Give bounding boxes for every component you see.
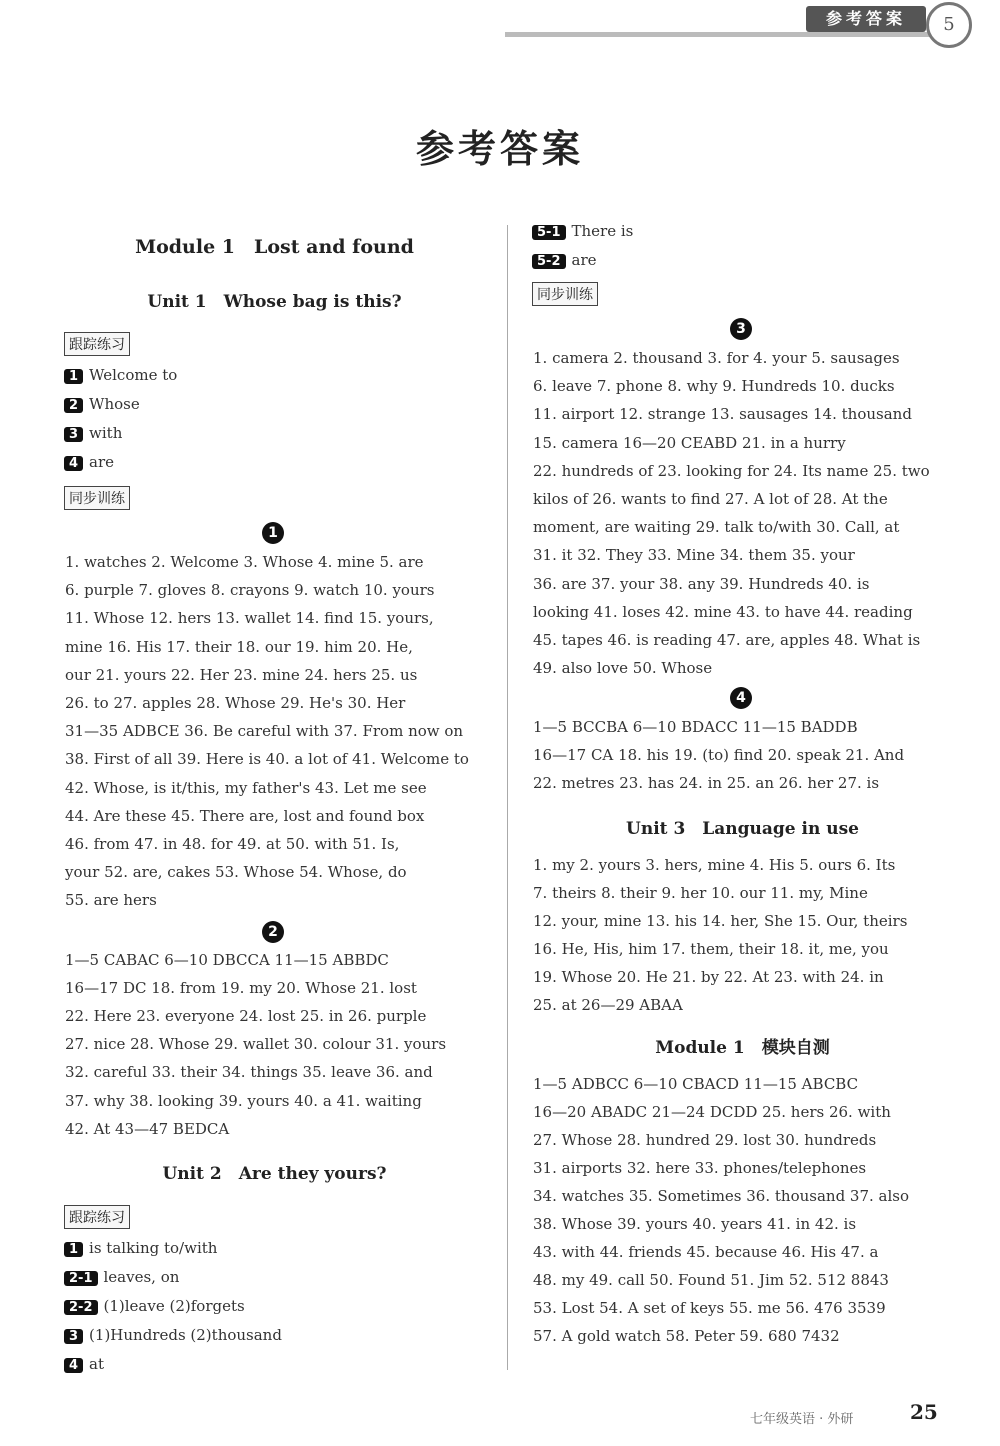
track-answer: There is xyxy=(571,222,634,240)
answer-line: looking 41. loses 42. mine 43. to have 44. reading xyxy=(533,602,913,621)
track-item xyxy=(64,424,122,442)
item-number-badge: 4 xyxy=(64,1358,83,1373)
track-answer: is talking to/with xyxy=(89,1239,218,1257)
track-item xyxy=(64,453,114,471)
track-item xyxy=(64,366,177,384)
answer-line: 34. watches 35. Sometimes 36. thousand 37. also xyxy=(533,1187,910,1205)
answer-line: 38. First of all 39. Here is 40. a lot of 41. Welcome to xyxy=(65,750,469,769)
section-3-icon: 3 xyxy=(730,318,752,340)
answer-line: 48. my 49. call 50. Found 51. Jim 52. 512 8843 xyxy=(533,1271,889,1289)
tag-track-unit2: 跟踪练习 xyxy=(64,1205,130,1229)
answer-line: 49. also love 50. Whose xyxy=(533,659,713,678)
answer-line: 12. your, mine 13. his 14. her, She 15. Our, theirs xyxy=(533,912,908,930)
answer-line: 36. are 37. your 38. any 39. Hundreds 40. is xyxy=(533,574,870,593)
item-number-badge: 5-2 xyxy=(532,254,566,269)
section-2-icon: 2 xyxy=(262,921,284,943)
answer-line: 42. At 43—47 BEDCA xyxy=(65,1119,230,1138)
answer-line: 1—5 CABAC 6—10 DBCCA 11—15 ABBDC xyxy=(65,951,389,969)
item-number-badge: 2-1 xyxy=(64,1271,98,1286)
track-item xyxy=(64,1239,217,1257)
answer-line: 42. Whose, is it/this, my father's 43. Let me see xyxy=(65,778,427,797)
answer-line: 43. with 44. friends 45. because 46. His 47. a xyxy=(533,1243,879,1261)
track-item xyxy=(64,1268,179,1286)
item-number-badge: 3 xyxy=(64,1329,83,1344)
answer-line: 25. at 26—29 ABAA xyxy=(533,996,683,1014)
answer-line: 1. watches 2. Welcome 3. Whose 4. mine 5. are xyxy=(65,553,424,571)
answer-line: 16. He, His, him 17. them, their 18. it, me, you xyxy=(533,940,889,958)
answer-line: 15. camera 16—20 CEABD 21. in a hurry xyxy=(533,433,846,452)
item-number-badge: 5-1 xyxy=(532,225,566,240)
track-item xyxy=(64,1355,104,1373)
answer-line: 37. why 38. looking 39. yours 40. a 41. waiting xyxy=(65,1091,422,1110)
answer-line: 53. Lost 54. A set of keys 55. me 56. 476 3539 xyxy=(533,1299,886,1317)
answer-line: 22. hundreds of 23. looking for 24. Its name 25. two xyxy=(533,461,930,480)
answer-line: moment, are waiting 29. talk to/with 30. Call, at xyxy=(533,518,900,537)
track-answer: Welcome to xyxy=(89,366,178,384)
item-number-badge: 2 xyxy=(64,398,83,413)
footer-text: 七年级英语 · 外研 xyxy=(750,1412,854,1427)
answer-line: 6. leave 7. phone 8. why 9. Hundreds 10. ducks xyxy=(533,377,895,396)
answer-line: 32. careful 33. their 34. things 35. leave 36. and xyxy=(65,1063,433,1082)
answer-line: 6. purple 7. gloves 8. crayons 9. watch 10. yours xyxy=(65,581,435,600)
answer-line: 1. my 2. yours 3. hers, mine 4. His 5. ours 6. Its xyxy=(533,856,896,874)
item-number-badge: 1 xyxy=(64,369,83,384)
track-answer: with xyxy=(89,424,123,442)
track-answer: Whose xyxy=(89,395,140,413)
tag-sync-unit2: 同步训练 xyxy=(532,282,598,306)
track-answer: (1)Hundreds (2)thousand xyxy=(89,1326,282,1344)
page-number: 25 xyxy=(910,1400,938,1424)
answer-line: your 52. are, cakes 53. Whose 54. Whose, do xyxy=(65,863,407,882)
answer-line: 57. A gold watch 58. Peter 59. 680 7432 xyxy=(533,1327,840,1345)
answer-line: 19. Whose 20. He 21. by 22. At 23. with 24. in xyxy=(533,968,884,986)
answer-line: 11. airport 12. strange 13. sausages 14. thousand xyxy=(533,405,912,424)
tag-sync-unit1: 同步训练 xyxy=(64,486,130,510)
answer-line: 11. Whose 12. hers 13. wallet 14. find 15. yours, xyxy=(65,609,434,628)
track-answer: are xyxy=(571,251,597,269)
answer-line: 22. metres 23. has 24. in 25. an 26. her 27. is xyxy=(533,774,880,793)
header-badge: 参考答案 xyxy=(806,6,926,32)
answer-line: 16—17 CA 18. his 19. (to) find 20. speak 21. And xyxy=(533,746,905,765)
answer-line: 55. are hers xyxy=(65,891,157,910)
track-item xyxy=(532,222,633,240)
module-test-heading: Module 1 模块自测 xyxy=(655,1038,830,1058)
header-rule xyxy=(505,32,930,37)
answer-line: 26. to 27. apples 28. Whose 29. He's 30. Her xyxy=(65,694,406,712)
answer-line: 22. Here 23. everyone 24. lost 25. in 26. purple xyxy=(65,1007,427,1026)
answer-line: 45. tapes 46. is reading 47. are, apples 48. What is xyxy=(533,631,921,649)
answer-line: 46. from 47. in 48. for 49. at 50. with 51. Is, xyxy=(65,835,400,853)
header-circle-icon: 5 xyxy=(926,2,972,48)
item-number-badge: 3 xyxy=(64,427,83,442)
answer-line: mine 16. His 17. their 18. our 19. him 20. He, xyxy=(65,637,413,656)
answer-line: 38. Whose 39. yours 40. years 41. in 42. is xyxy=(533,1215,857,1233)
section-4-icon: 4 xyxy=(730,687,752,709)
answer-line: 16—20 ABADC 21—24 DCDD 25. hers 26. with xyxy=(533,1103,891,1121)
unit3-heading: Unit 3 Language in use xyxy=(626,819,859,839)
track-answer: leaves, on xyxy=(103,1268,180,1286)
answer-line: 1—5 BCCBA 6—10 BDACC 11—15 BADDB xyxy=(533,718,858,736)
answer-line: 31. airports 32. here 33. phones/telephones xyxy=(533,1159,867,1177)
answer-line: 16—17 DC 18. from 19. my 20. Whose 21. lost xyxy=(65,979,417,998)
track-item xyxy=(64,1326,282,1344)
track-item xyxy=(532,251,597,269)
answer-line: 31. it 32. They 33. Mine 34. them 35. your xyxy=(533,546,855,565)
tag-track-unit1: 跟踪练习 xyxy=(64,332,130,356)
track-answer: are xyxy=(89,453,115,471)
track-answer: (1)leave (2)forgets xyxy=(103,1297,245,1315)
page-title: 参考答案 xyxy=(415,127,584,171)
item-number-badge: 4 xyxy=(64,456,83,471)
column-divider xyxy=(507,225,508,1370)
answer-line: 1—5 ADBCC 6—10 CBACD 11—15 ABCBC xyxy=(533,1075,859,1093)
unit1-heading: Unit 1 Whose bag is this? xyxy=(147,292,402,312)
track-answer: at xyxy=(89,1355,105,1373)
item-number-badge: 2-2 xyxy=(64,1300,98,1315)
answer-line: 27. Whose 28. hundred 29. lost 30. hundreds xyxy=(533,1131,877,1149)
section-1-icon: 1 xyxy=(262,522,284,544)
answer-line: 44. Are these 45. There are, lost and found box xyxy=(65,806,425,825)
module-heading: Module 1 Lost and found xyxy=(135,236,414,258)
item-number-badge: 1 xyxy=(64,1242,83,1257)
answer-line: our 21. yours 22. Her 23. mine 24. hers 25. us xyxy=(65,665,418,684)
answer-line: kilos of 26. wants to find 27. A lot of 28. At the xyxy=(533,490,888,508)
answer-line: 1. camera 2. thousand 3. for 4. your 5. sausages xyxy=(533,349,900,367)
answer-line: 31—35 ADBCE 36. Be careful with 37. From now on xyxy=(65,722,464,741)
answer-line: 27. nice 28. Whose 29. wallet 30. colour 31. yours xyxy=(65,1035,447,1054)
track-item xyxy=(64,395,140,413)
track-item xyxy=(64,1297,245,1315)
unit2-heading: Unit 2 Are they yours? xyxy=(162,1164,387,1184)
answer-line: 7. theirs 8. their 9. her 10. our 11. my, Mine xyxy=(533,884,868,902)
